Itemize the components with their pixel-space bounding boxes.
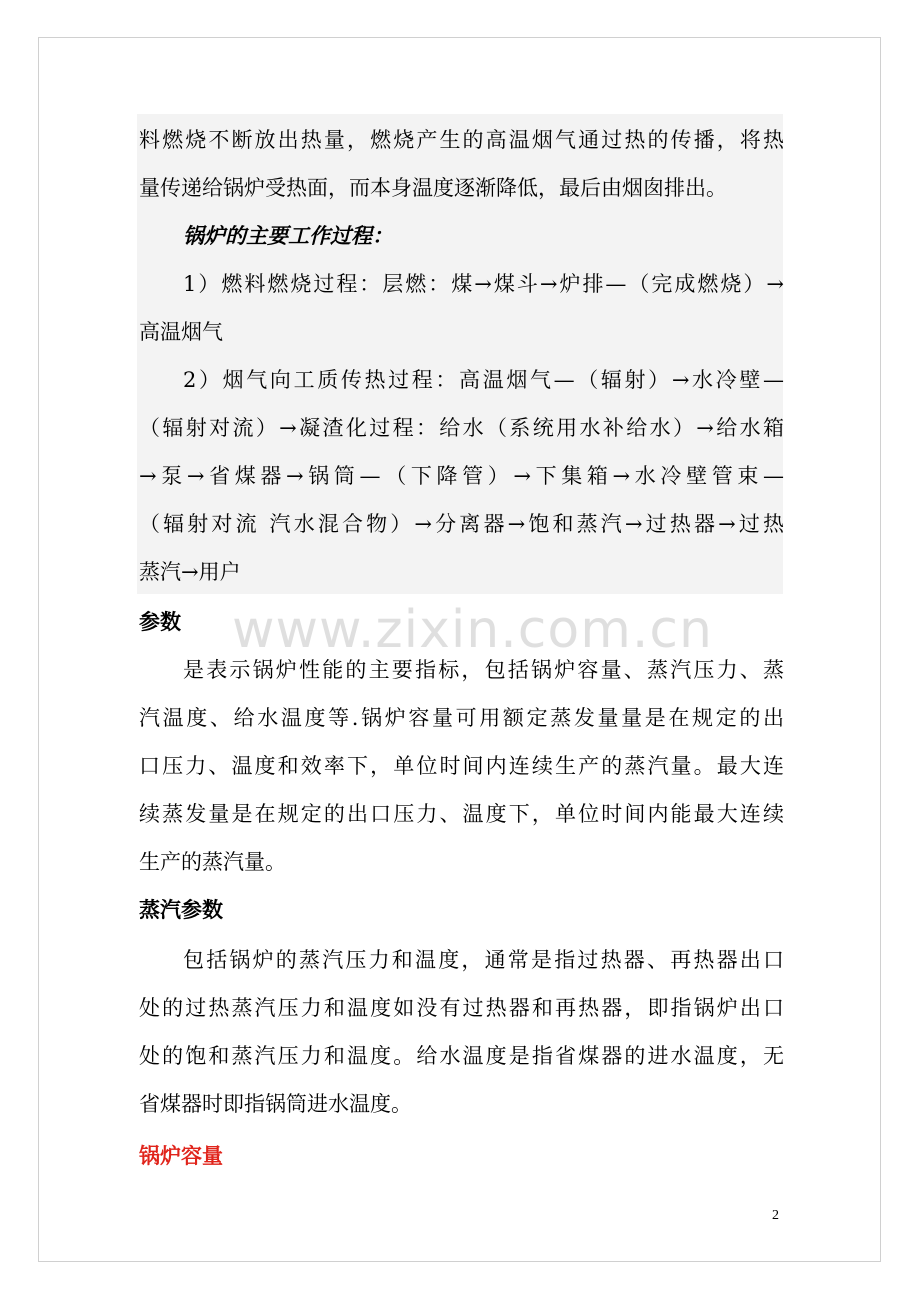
params-paragraph: 是表示锅炉性能的主要指标，包括锅炉容量、蒸汽压力、蒸	[183, 658, 784, 682]
process-item-1-cont: 高温烟气	[139, 320, 223, 344]
steam-paragraph-cont: 处的过热蒸汽压力和温度如没有过热器和再热器，即指锅炉出口	[139, 996, 784, 1020]
process-item-2: 2）烟气向工质传热过程：高温烟气—（辐射）→水冷壁—	[183, 368, 784, 392]
steam-paragraph-cont: 省煤器时即指锅筒进水温度。	[139, 1092, 412, 1116]
capacity-heading: 锅炉容量	[139, 1144, 223, 1168]
steam-paragraph-cont: 处的饱和蒸汽压力和温度。给水温度是指省煤器的进水温度，无	[139, 1044, 784, 1068]
steam-paragraph: 包括锅炉的蒸汽压力和温度，通常是指过热器、再热器出口	[183, 948, 784, 972]
process-item-2-cont: （辐射对流）→凝渣化过程：给水（系统用水补给水）→给水箱	[139, 416, 784, 440]
process-item-2-cont: 蒸汽→用户	[139, 560, 241, 584]
process-item-1: 1）燃料燃烧过程：层燃：煤→煤斗→炉排—（完成燃烧）→	[183, 272, 784, 296]
params-heading: 参数	[139, 610, 181, 634]
intro-line: 量传递给锅炉受热面，而本身温度逐渐降低，最后由烟囱排出。	[139, 176, 727, 200]
page-number: 2	[772, 1208, 779, 1223]
params-paragraph-cont: 口压力、温度和效率下，单位时间内连续生产的蒸汽量。最大连	[139, 754, 784, 778]
params-paragraph-cont: 汽温度、给水温度等.锅炉容量可用额定蒸发量量是在规定的出	[139, 706, 784, 730]
process-item-2-cont: →泵→省煤器→锅筒—（下降管）→下集箱→水冷壁管束—	[139, 464, 784, 488]
watermark: www.zixin.com.cn	[232, 600, 713, 660]
process-title: 锅炉的主要工作过程：	[183, 223, 393, 248]
params-paragraph-cont: 续蒸发量是在规定的出口压力、温度下，单位时间内能最大连续	[139, 802, 784, 826]
intro-line: 料燃烧不断放出热量，燃烧产生的高温烟气通过热的传播，将热	[139, 128, 784, 152]
params-paragraph-cont: 生产的蒸汽量。	[139, 850, 286, 874]
steam-heading: 蒸汽参数	[139, 898, 223, 922]
process-item-2-cont: （辐射对流 汽水混合物）→分离器→饱和蒸汽→过热器→过热	[139, 512, 784, 536]
